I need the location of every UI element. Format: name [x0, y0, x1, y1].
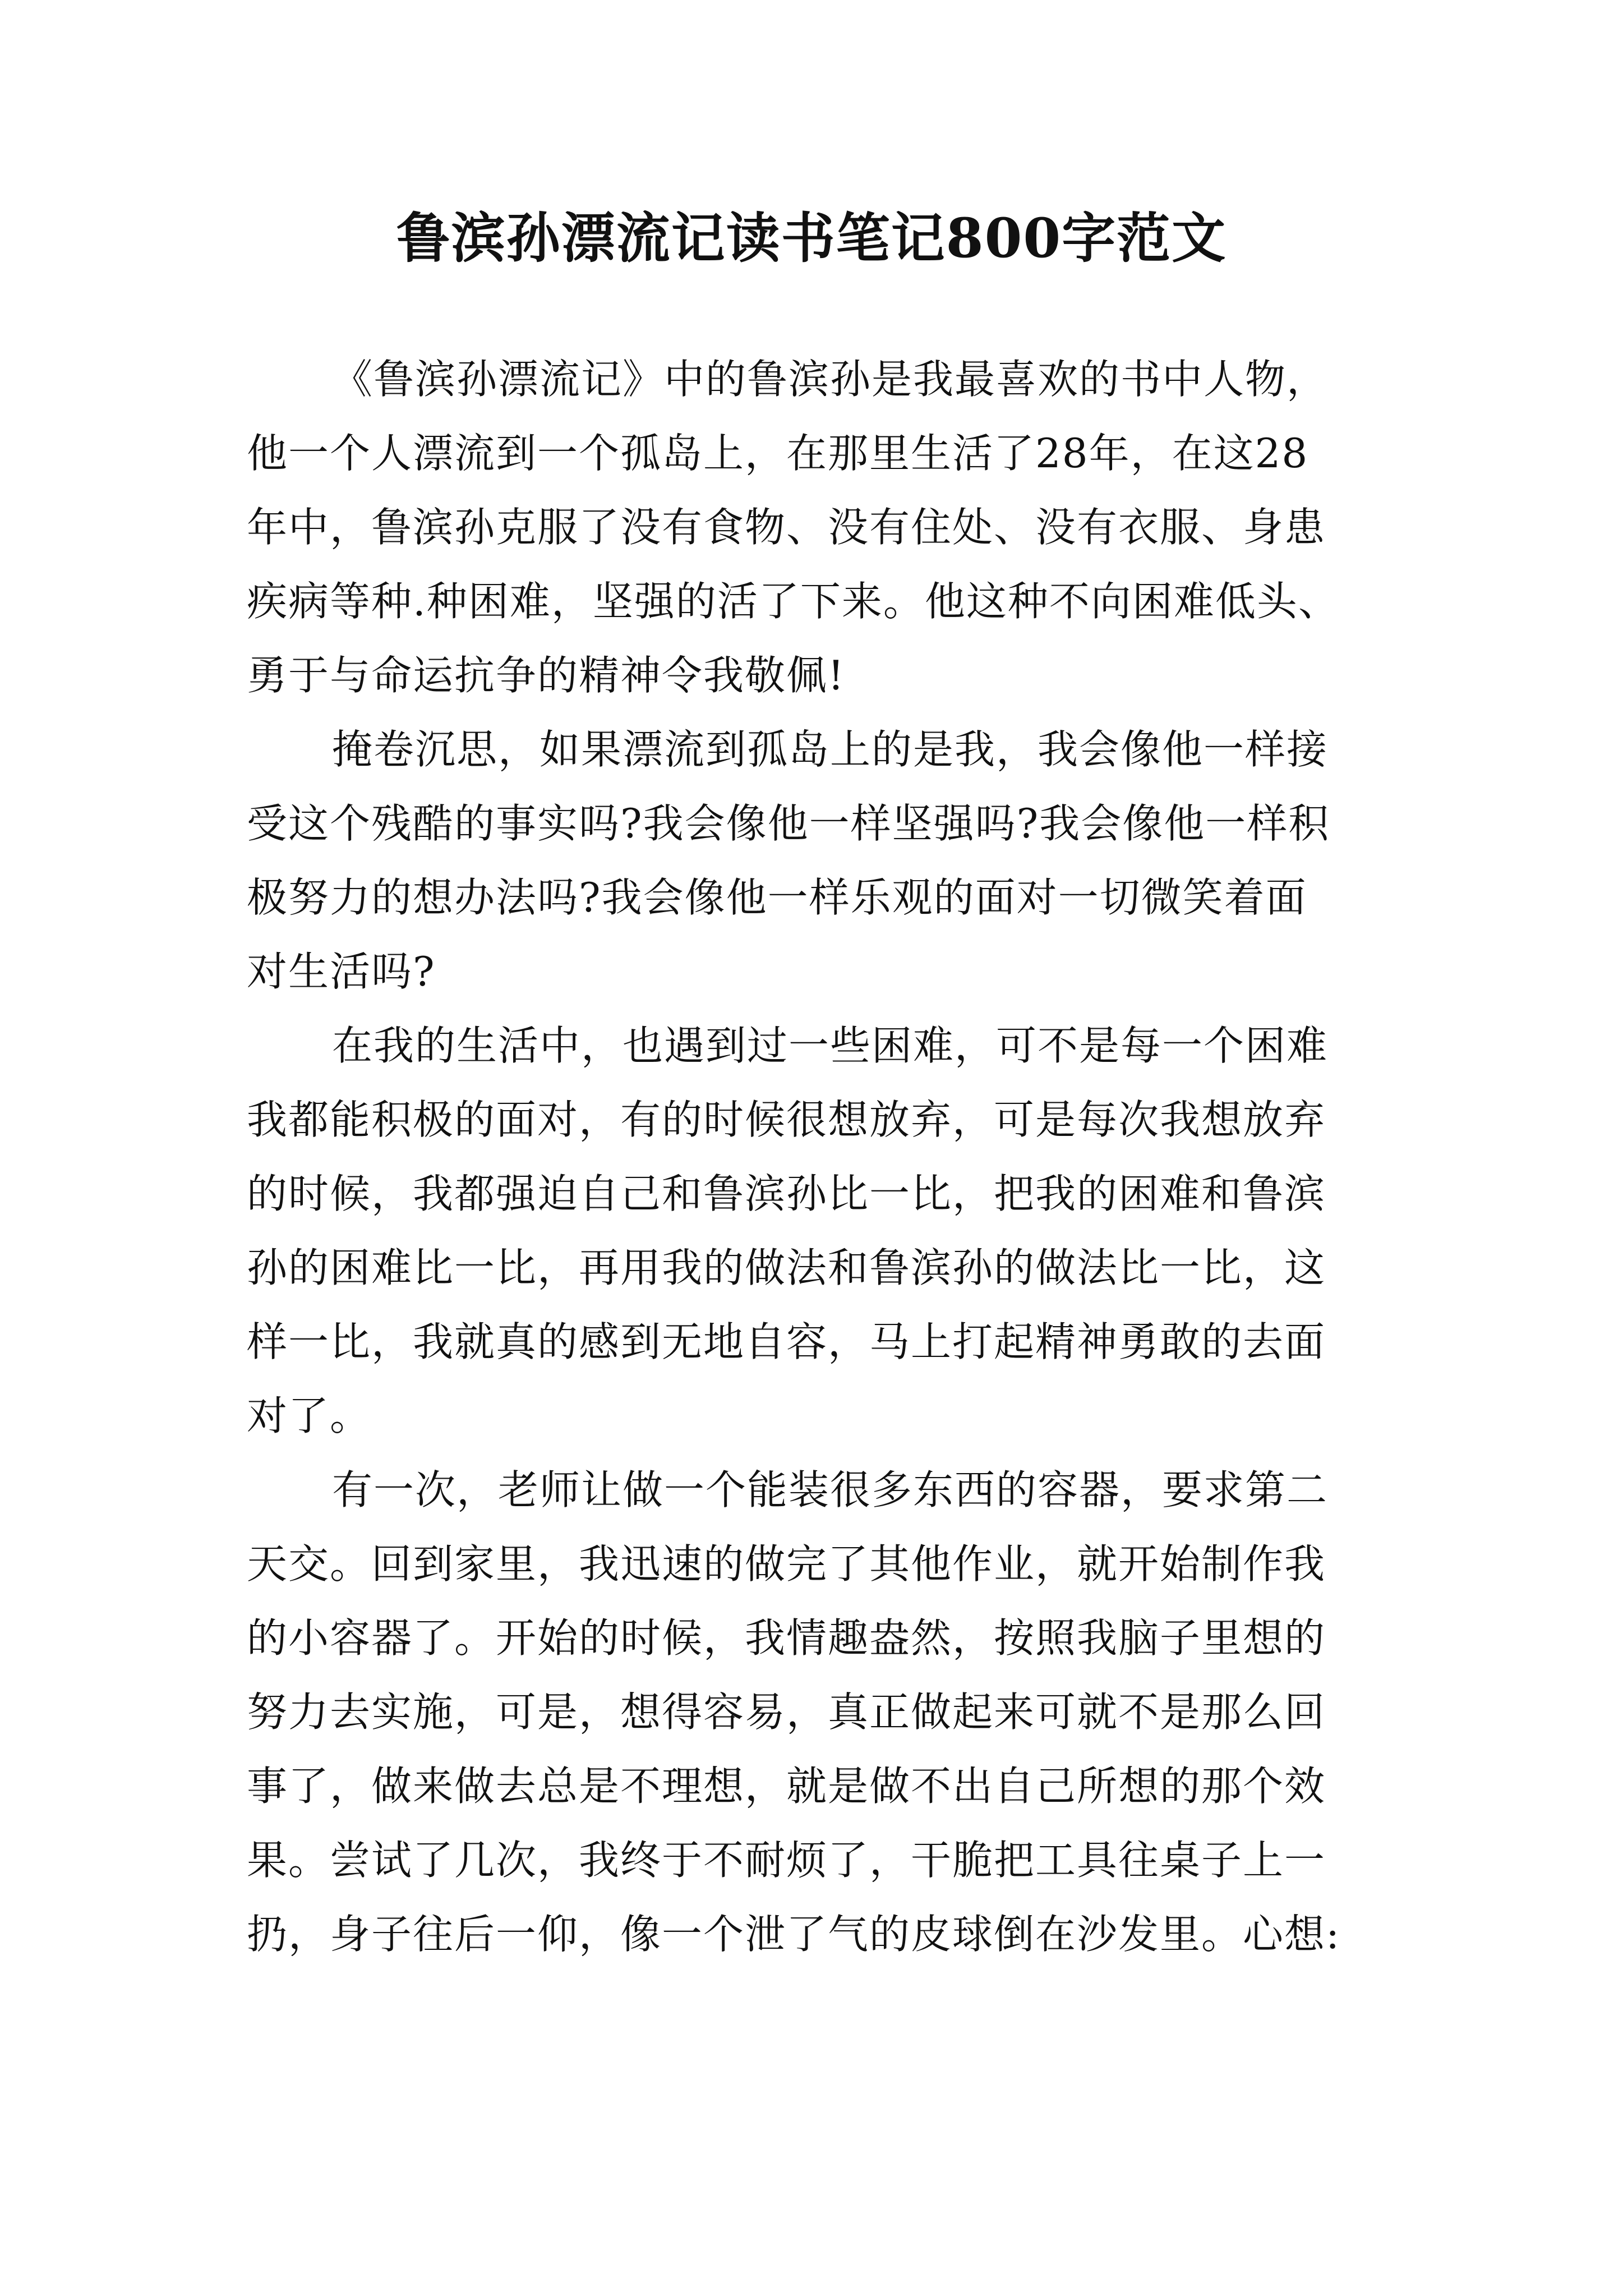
paragraph-line: 掩卷沉思，如果漂流到孤岛上的是我，我会像他一样接	[332, 726, 1329, 773]
paragraph-line: 有一次，老师让做一个能装很多东西的容器，要求第二	[332, 1466, 1329, 1513]
paragraph-line: 年中，鲁滨孙克服了没有食物、没有住处、没有衣服、身患	[247, 504, 1326, 551]
paragraph-line: 扔，身子往后一仰，像一个泄了气的皮球倒在沙发里。心想:	[247, 1911, 1341, 1958]
paragraph-line: 他一个人漂流到一个孤岛上，在那里生活了28年，在这28	[247, 430, 1309, 477]
paragraph-line: 果。尝试了几次，我终于不耐烦了，干脆把工具往桌子上一	[247, 1837, 1326, 1884]
paragraph-3	[247, 1009, 1368, 1453]
document-title: 鲁滨孙漂流记读书笔记800字范文	[396, 206, 1227, 270]
paragraph-line: 天交。回到家里，我迅速的做完了其他作业，就开始制作我	[247, 1540, 1326, 1588]
paragraph-line: 疾病等种.种困难，坚强的活了下来。他这种不向困难低头、	[247, 578, 1340, 625]
paragraph-line: 在我的生活中，也遇到过一些困难，可不是每一个困难	[332, 1022, 1329, 1069]
paragraph-line: 勇于与命运抗争的精神令我敬佩!	[247, 652, 845, 699]
paragraph-line: 对了。	[247, 1392, 372, 1439]
paragraph-line: 孙的困难比一比，再用我的做法和鲁滨孙的做法比一比，这	[247, 1244, 1326, 1291]
paragraph-line: 努力去实施，可是，想得容易，真正做起来可就不是那么回	[247, 1688, 1326, 1736]
paragraph-4	[247, 1453, 1368, 1971]
paragraph-line: 《鲁滨孙漂流记》中的鲁滨孙是我最喜欢的书中人物，	[332, 356, 1329, 403]
paragraph-line: 受这个残酷的事实吗?我会像他一样坚强吗?我会像他一样积	[247, 800, 1330, 847]
paragraph-line: 的小容器了。开始的时候，我情趣盎然，按照我脑子里想的	[247, 1614, 1326, 1662]
paragraph-line: 的时候，我都强迫自己和鲁滨孙比一比，把我的困难和鲁滨	[247, 1170, 1326, 1217]
paragraph-1	[247, 342, 1368, 712]
paragraph-2	[247, 712, 1368, 1009]
paragraph-line: 极努力的想办法吗?我会像他一样乐观的面对一切微笑着面	[247, 874, 1307, 921]
document-body	[247, 342, 1368, 1971]
paragraph-line: 样一比，我就真的感到无地自容，马上打起精神勇敢的去面	[247, 1318, 1326, 1365]
paragraph-line: 事了，做来做去总是不理想，就是做不出自己所想的那个效	[247, 1763, 1326, 1810]
paragraph-line: 对生活吗?	[247, 948, 436, 995]
paragraph-line: 我都能积极的面对，有的时候很想放弃，可是每次我想放弃	[247, 1096, 1326, 1143]
